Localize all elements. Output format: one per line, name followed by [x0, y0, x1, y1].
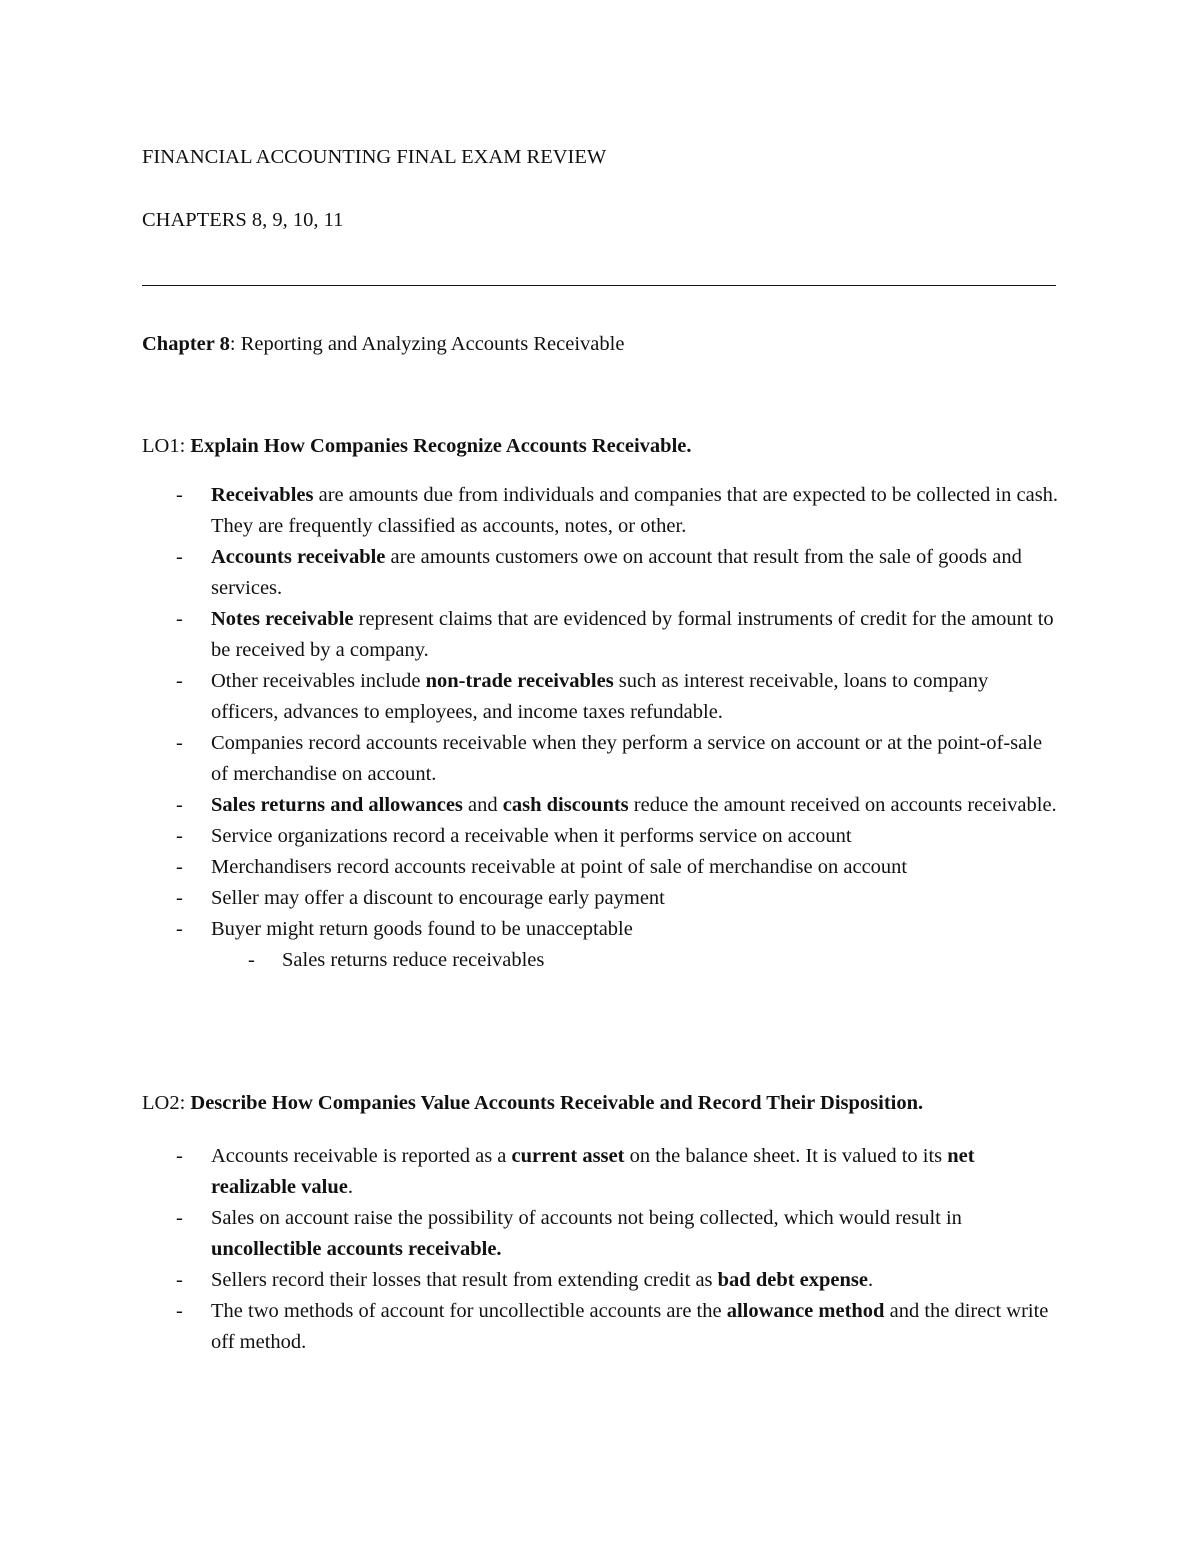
- bullet-dash: -: [176, 484, 183, 506]
- item-text: Sellers record their losses that result from extending credit as: [211, 1269, 718, 1291]
- chapters-line: CHAPTERS 8, 9, 10, 11: [142, 209, 344, 231]
- item-text: are amounts due from individuals and companies that are expected to be collected in cash. They are frequently classified as accounts, notes, or other.: [211, 484, 1059, 537]
- bullet-dash: -: [248, 949, 255, 971]
- bold-term: Receivables: [211, 484, 314, 506]
- lo1-title: Explain How Companies Recognize Accounts Receivable.: [190, 435, 692, 457]
- list-item: [0, 604, 1200, 666]
- item-text: .: [868, 1269, 874, 1291]
- bullet-dash: -: [176, 1269, 183, 1291]
- bold-term: current asset: [511, 1145, 625, 1167]
- list-item: [0, 1141, 1200, 1203]
- item-text: reduce the amount received on accounts receivable.: [628, 794, 1057, 816]
- bullet-dash: -: [176, 856, 183, 878]
- list-item: [0, 1203, 1200, 1265]
- item-text: The two methods of account for uncollectible accounts are the: [211, 1300, 727, 1322]
- list-item: [0, 852, 1200, 883]
- bullet-dash: -: [176, 546, 183, 568]
- bullet-dash: -: [176, 887, 183, 909]
- bullet-dash: -: [176, 825, 183, 847]
- bullet-dash: -: [176, 1300, 183, 1322]
- item-text: Sales on account raise the possibility of accounts not being collected, which would result in: [211, 1207, 962, 1229]
- bullet-dash: -: [176, 794, 183, 816]
- item-text: Merchandisers record accounts receivable at point of sale of merchandise on account: [211, 856, 908, 878]
- item-text: Other receivables include: [211, 670, 426, 692]
- item-text: .: [347, 1176, 353, 1198]
- item-text: are amounts customers owe on account that result from the sale of goods and services.: [211, 546, 1022, 599]
- lo1-label: LO1:: [142, 435, 191, 457]
- list-item: [0, 1265, 1200, 1296]
- item-text: and: [462, 794, 503, 816]
- list-item: [0, 728, 1200, 790]
- item-text: represent claims that are evidenced by formal instruments of credit for the amount to be received by a company.: [211, 608, 1054, 661]
- bullet-dash: -: [176, 732, 183, 754]
- bullet-dash: -: [176, 608, 183, 630]
- item-text: Companies record accounts receivable when they perform a service on account or at the point-of-sale of merchandise on account.: [211, 732, 1043, 785]
- lo2-heading: [142, 1093, 923, 1114]
- bold-term: net realizable value: [211, 1145, 975, 1198]
- item-text: on the balance sheet. It is valued to its: [624, 1145, 948, 1167]
- list-item: [0, 542, 1200, 604]
- list-item: [0, 790, 1200, 821]
- lo2-list: [0, 1141, 1200, 1358]
- bullet-dash: -: [176, 670, 183, 692]
- bullet-dash: -: [176, 1207, 183, 1229]
- chapter-label: Chapter 8: [142, 333, 230, 355]
- item-text: Seller may offer a discount to encourage early payment: [211, 887, 665, 909]
- sub-list-item: [0, 945, 1200, 976]
- bold-term: allowance method: [726, 1300, 885, 1322]
- lo1-list: [0, 480, 1200, 976]
- chapter-heading: [142, 334, 624, 355]
- bullet-dash: -: [176, 918, 183, 940]
- item-text: Service organizations record a receivable when it performs service on account: [211, 825, 852, 847]
- list-item: [0, 666, 1200, 728]
- bold-term: Sales returns and allowances: [211, 794, 463, 816]
- list-item: [0, 480, 1200, 542]
- item-text: and the direct write off method.: [211, 1300, 1049, 1353]
- document-title: FINANCIAL ACCOUNTING FINAL EXAM REVIEW: [142, 146, 607, 168]
- item-text: Sales returns reduce receivables: [282, 949, 545, 971]
- list-item: [0, 883, 1200, 914]
- list-item: [0, 821, 1200, 852]
- lo2-label: LO2:: [142, 1092, 191, 1114]
- bullet-dash: -: [176, 1145, 183, 1167]
- bold-term: non-trade receivables: [425, 670, 614, 692]
- list-item: [0, 914, 1200, 945]
- lo2-title: Describe How Companies Value Accounts Receivable and Record Their Disposition.: [190, 1092, 924, 1114]
- list-item: [0, 1296, 1200, 1358]
- item-text: Buyer might return goods found to be unacceptable: [211, 918, 633, 940]
- lo1-heading: [142, 436, 692, 457]
- chapter-title: : Reporting and Analyzing Accounts Receivable: [229, 333, 625, 355]
- bold-term: Notes receivable: [211, 608, 354, 630]
- item-text: such as interest receivable, loans to company officers, advances to employees, and income taxes refundable.: [211, 670, 989, 723]
- bold-term: bad debt expense: [717, 1269, 869, 1291]
- bold-term: uncollectible accounts receivable.: [211, 1238, 502, 1260]
- horizontal-rule: [142, 285, 1056, 286]
- bold-term: Accounts receivable: [211, 546, 386, 568]
- item-text: Accounts receivable is reported as a: [211, 1145, 512, 1167]
- bold-term: cash discounts: [502, 794, 629, 816]
